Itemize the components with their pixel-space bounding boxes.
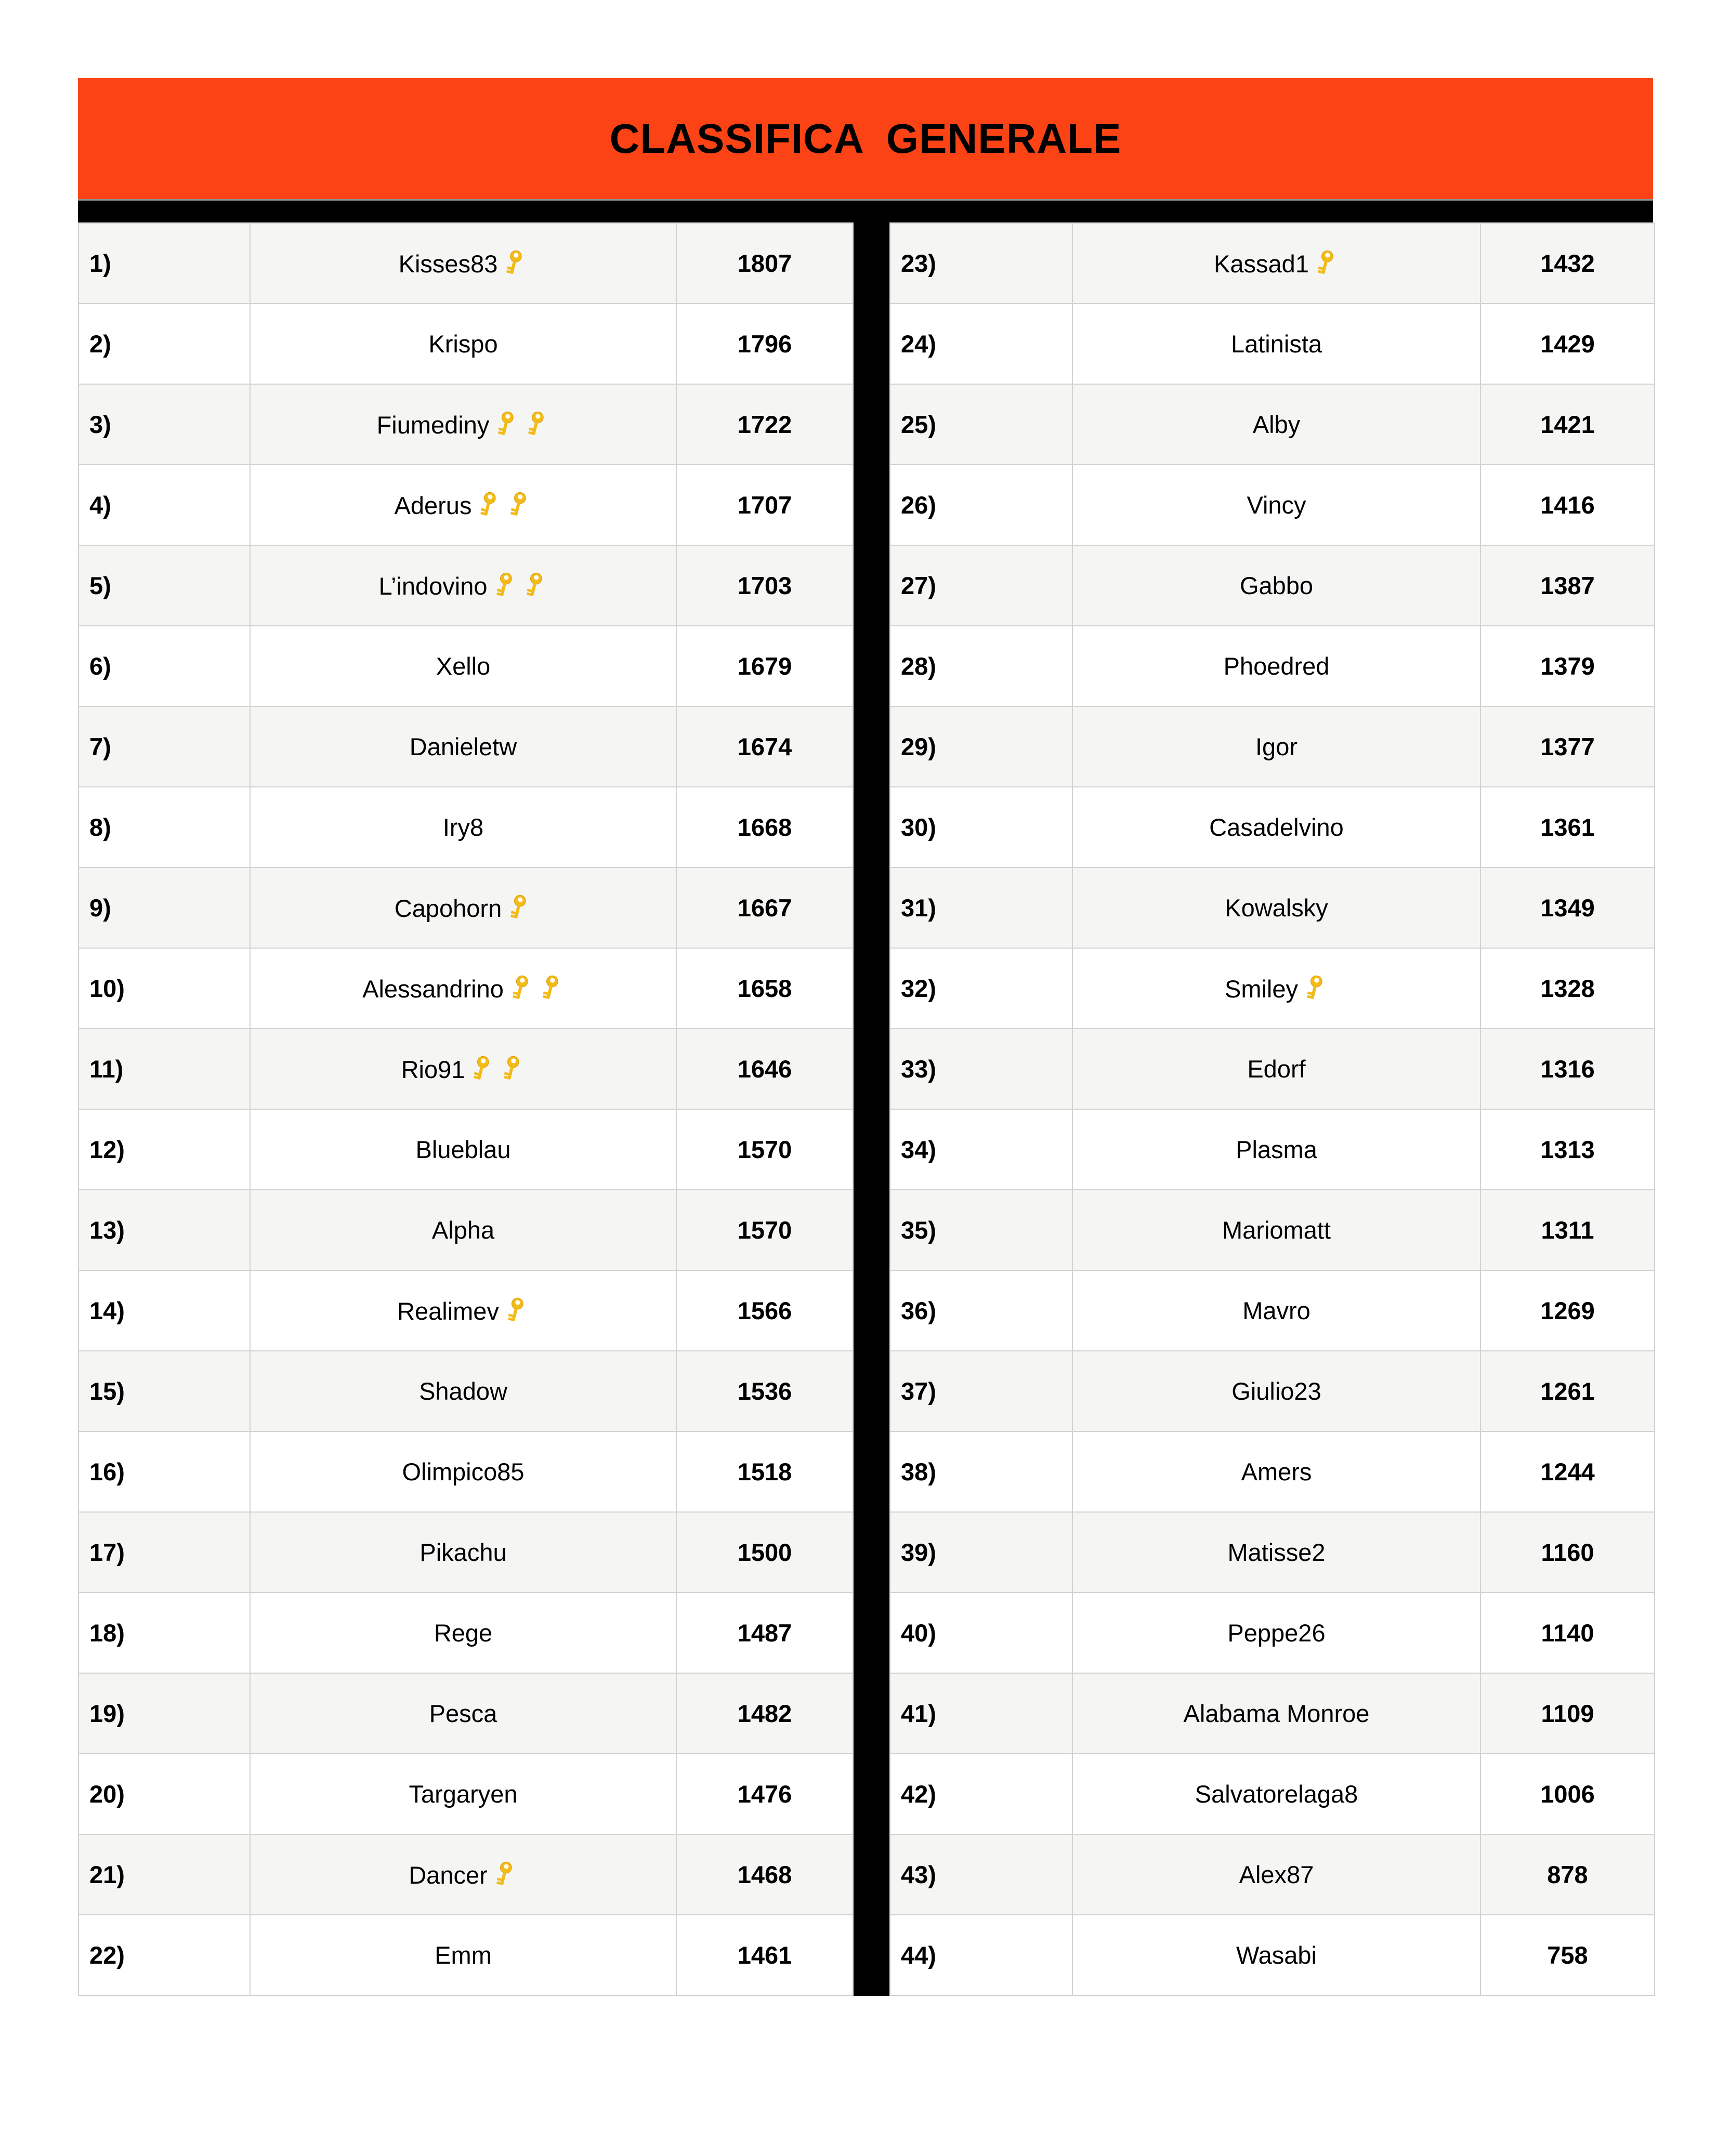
player-name: Phoedred: [1223, 652, 1330, 680]
key-icon: [490, 1860, 518, 1888]
key-icon: [520, 571, 548, 599]
key-icon: [504, 893, 532, 922]
score-cell: 1461: [676, 1915, 853, 1995]
name-cell: [1072, 304, 1480, 384]
score-cell: 1679: [676, 626, 853, 706]
score-cell: 1796: [676, 304, 853, 384]
table-row: [78, 384, 853, 465]
player-name: Kowalsky: [1225, 894, 1328, 922]
rank-cell: 5): [78, 545, 250, 626]
name-cell: [250, 626, 676, 706]
name-cell: [1072, 1915, 1480, 1995]
name-cell: [250, 1754, 676, 1834]
name-cell: [1072, 867, 1480, 948]
score-cell: 1349: [1480, 867, 1655, 948]
table-row: [890, 1673, 1655, 1754]
rank-cell: 40): [890, 1593, 1072, 1673]
key-icon: [467, 1055, 495, 1083]
name-cell: [1072, 1593, 1480, 1673]
key-icon: [506, 974, 534, 1002]
rank-cell: 18): [78, 1593, 250, 1673]
score-cell: 1518: [676, 1431, 853, 1512]
rank-cell: 42): [890, 1754, 1072, 1834]
table-row: [890, 1512, 1655, 1593]
score-cell: 1140: [1480, 1593, 1655, 1673]
rank-cell: 11): [78, 1029, 250, 1109]
key-icon: [504, 491, 532, 519]
player-name: Danieletw: [409, 733, 517, 760]
table-row: [78, 1915, 853, 1995]
player-name: Salvatorelaga8: [1195, 1780, 1358, 1808]
table-row: [890, 1754, 1655, 1834]
name-cell: [250, 1351, 676, 1431]
table-row: [78, 1109, 853, 1190]
table-row: [890, 1029, 1655, 1109]
rank-cell: 3): [78, 384, 250, 465]
table-row: [78, 1754, 853, 1834]
name-cell: [1072, 787, 1480, 867]
rank-cell: 41): [890, 1673, 1072, 1754]
table-row: [890, 1190, 1655, 1270]
key-icon: [1300, 974, 1328, 1002]
rank-cell: 43): [890, 1834, 1072, 1915]
table-row: [78, 304, 853, 384]
table-row: [78, 867, 853, 948]
key-icon: [474, 491, 502, 519]
rank-cell: 22): [78, 1915, 250, 1995]
table-row: [890, 465, 1655, 545]
name-cell: [1072, 465, 1480, 545]
player-name: Alessandrino: [362, 975, 504, 1003]
name-cell: [250, 867, 676, 948]
player-name: Latinista: [1230, 330, 1322, 358]
rank-cell: 26): [890, 465, 1072, 545]
rank-cell: 28): [890, 626, 1072, 706]
rank-cell: 29): [890, 706, 1072, 787]
rank-cell: 20): [78, 1754, 250, 1834]
player-name: Rio91: [401, 1055, 465, 1083]
table-row: [890, 1109, 1655, 1190]
rank-cell: 19): [78, 1673, 250, 1754]
player-name: Kisses83: [398, 249, 498, 278]
player-name: Realimev: [397, 1297, 499, 1325]
player-name: Targaryen: [409, 1780, 518, 1808]
score-cell: 1316: [1480, 1029, 1655, 1109]
table-row: [78, 626, 853, 706]
key-icon: [536, 974, 564, 1002]
player-name: Casadelvino: [1209, 813, 1344, 841]
player-name: L’indovino: [378, 572, 488, 600]
score-cell: 1311: [1480, 1190, 1655, 1270]
score-cell: 1432: [1480, 223, 1655, 304]
score-cell: 758: [1480, 1915, 1655, 1995]
name-cell: [250, 1109, 676, 1190]
rank-cell: 36): [890, 1270, 1072, 1351]
rank-cell: 9): [78, 867, 250, 948]
rank-cell: 13): [78, 1190, 250, 1270]
score-cell: 1807: [676, 223, 853, 304]
name-cell: [1072, 384, 1480, 465]
name-cell: [250, 1834, 676, 1915]
header-band: [78, 78, 1653, 201]
name-cell: [250, 1029, 676, 1109]
name-cell: [250, 1190, 676, 1270]
name-cell: [250, 706, 676, 787]
name-cell: [1072, 1109, 1480, 1190]
rank-cell: 23): [890, 223, 1072, 304]
name-cell: [250, 223, 676, 304]
name-cell: [250, 787, 676, 867]
player-name: Emm: [435, 1941, 492, 1969]
table-row: [890, 1915, 1655, 1995]
name-cell: [250, 304, 676, 384]
score-cell: 1566: [676, 1270, 853, 1351]
name-cell: [1072, 1834, 1480, 1915]
key-icon: [501, 1296, 529, 1324]
key-icon: [491, 410, 519, 438]
rank-cell: 8): [78, 787, 250, 867]
table-row: [890, 384, 1655, 465]
score-cell: 1379: [1480, 626, 1655, 706]
player-name: Alex87: [1239, 1861, 1314, 1888]
name-cell: [1072, 626, 1480, 706]
player-name: Mavro: [1242, 1297, 1310, 1324]
name-cell: [250, 948, 676, 1029]
key-icon: [521, 410, 549, 438]
name-cell: [1072, 1673, 1480, 1754]
player-name: Gabbo: [1239, 572, 1314, 599]
table-row: [890, 304, 1655, 384]
name-cell: [250, 1915, 676, 1995]
score-cell: 1468: [676, 1834, 853, 1915]
score-cell: 1313: [1480, 1109, 1655, 1190]
score-cell: 1646: [676, 1029, 853, 1109]
table-row: [78, 787, 853, 867]
page: [0, 78, 1730, 2156]
rank-cell: 12): [78, 1109, 250, 1190]
table-row: [890, 948, 1655, 1029]
score-cell: 1703: [676, 545, 853, 626]
table-row: [78, 948, 853, 1029]
rank-cell: 10): [78, 948, 250, 1029]
score-cell: 1160: [1480, 1512, 1655, 1593]
player-name: Wasabi: [1236, 1941, 1317, 1969]
player-name: Shadow: [419, 1377, 507, 1405]
table-row: [890, 867, 1655, 948]
player-name: Edorf: [1247, 1055, 1306, 1083]
player-name: Alby: [1252, 411, 1301, 438]
table-row: [78, 223, 853, 304]
player-name: Plasma: [1236, 1136, 1317, 1163]
table-row: [890, 1834, 1655, 1915]
rank-cell: 21): [78, 1834, 250, 1915]
score-cell: 1429: [1480, 304, 1655, 384]
player-name: Vincy: [1247, 491, 1306, 519]
score-cell: 1387: [1480, 545, 1655, 626]
player-name: Mariomatt: [1222, 1216, 1331, 1244]
table-row: [890, 545, 1655, 626]
name-cell: [250, 1270, 676, 1351]
table-row: [78, 465, 853, 545]
table-row: [890, 1431, 1655, 1512]
score-cell: 878: [1480, 1834, 1655, 1915]
score-cell: 1667: [676, 867, 853, 948]
rank-cell: 1): [78, 223, 250, 304]
table-row: [890, 1351, 1655, 1431]
name-cell: [250, 465, 676, 545]
table-row: [78, 1190, 853, 1270]
table-row: [78, 1593, 853, 1673]
rank-cell: 31): [890, 867, 1072, 948]
rank-cell: 38): [890, 1431, 1072, 1512]
score-cell: 1269: [1480, 1270, 1655, 1351]
score-cell: 1244: [1480, 1431, 1655, 1512]
score-cell: 1668: [676, 787, 853, 867]
player-name: Alabama Monroe: [1183, 1700, 1370, 1727]
player-name: Krispo: [428, 330, 498, 358]
rank-cell: 44): [890, 1915, 1072, 1995]
score-cell: 1006: [1480, 1754, 1655, 1834]
score-cell: 1570: [676, 1190, 853, 1270]
leaderboard-left-table: [78, 222, 854, 1996]
rank-cell: 4): [78, 465, 250, 545]
rank-cell: 25): [890, 384, 1072, 465]
rank-cell: 35): [890, 1190, 1072, 1270]
name-cell: [1072, 1512, 1480, 1593]
name-cell: [1072, 1351, 1480, 1431]
table-row: [78, 1834, 853, 1915]
table-row: [78, 1351, 853, 1431]
score-cell: 1261: [1480, 1351, 1655, 1431]
key-icon: [497, 1055, 525, 1083]
score-cell: 1416: [1480, 465, 1655, 545]
name-cell: [1072, 223, 1480, 304]
table-row: [890, 787, 1655, 867]
score-cell: 1570: [676, 1109, 853, 1190]
rank-cell: 15): [78, 1351, 250, 1431]
player-name: Peppe26: [1227, 1619, 1326, 1647]
table-row: [78, 1029, 853, 1109]
score-cell: 1658: [676, 948, 853, 1029]
score-cell: 1328: [1480, 948, 1655, 1029]
score-cell: 1536: [676, 1351, 853, 1431]
name-cell: [250, 1431, 676, 1512]
player-name: Amers: [1241, 1458, 1312, 1485]
leaderboard-right-table: [889, 222, 1655, 1996]
player-name: Smiley: [1224, 975, 1299, 1003]
name-cell: [1072, 1190, 1480, 1270]
name-cell: [250, 1593, 676, 1673]
table-row: [78, 545, 853, 626]
table-row: [78, 1270, 853, 1351]
name-cell: [250, 1673, 676, 1754]
rank-cell: 24): [890, 304, 1072, 384]
rank-cell: 37): [890, 1351, 1072, 1431]
player-name: Aderus: [394, 491, 472, 519]
rank-cell: 39): [890, 1512, 1072, 1593]
key-icon: [490, 571, 518, 599]
rank-cell: 17): [78, 1512, 250, 1593]
table-row: [78, 1431, 853, 1512]
score-cell: 1674: [676, 706, 853, 787]
name-cell: [1072, 706, 1480, 787]
player-name: Olimpico85: [402, 1458, 525, 1485]
player-name: Pikachu: [420, 1539, 507, 1566]
name-cell: [250, 545, 676, 626]
table-row: [890, 626, 1655, 706]
player-name: Fiumediny: [376, 411, 490, 439]
player-name: Blueblau: [415, 1136, 511, 1163]
score-cell: 1707: [676, 465, 853, 545]
player-name: Xello: [436, 652, 491, 680]
key-icon: [500, 249, 528, 277]
name-cell: [250, 384, 676, 465]
rank-cell: 2): [78, 304, 250, 384]
player-name: Kassad1: [1214, 249, 1309, 278]
column-divider: [854, 222, 889, 1996]
rank-cell: 33): [890, 1029, 1072, 1109]
table-row: [890, 223, 1655, 304]
table-row: [78, 1512, 853, 1593]
score-cell: 1482: [676, 1673, 853, 1754]
page-title: CLASSIFICA GENERALE: [609, 115, 1122, 162]
score-cell: 1377: [1480, 706, 1655, 787]
name-cell: [1072, 1029, 1480, 1109]
player-name: Dancer: [409, 1861, 488, 1889]
table-row: [78, 1673, 853, 1754]
player-name: Matisse2: [1227, 1539, 1326, 1566]
name-cell: [1072, 1431, 1480, 1512]
score-cell: 1421: [1480, 384, 1655, 465]
score-cell: 1109: [1480, 1673, 1655, 1754]
leaderboard: [78, 222, 1653, 1996]
name-cell: [1072, 1270, 1480, 1351]
rank-cell: 32): [890, 948, 1072, 1029]
score-cell: 1487: [676, 1593, 853, 1673]
rank-cell: 6): [78, 626, 250, 706]
score-cell: 1500: [676, 1512, 853, 1593]
name-cell: [250, 1512, 676, 1593]
player-name: Pesca: [429, 1700, 497, 1727]
header-black-bar: [78, 201, 1653, 222]
rank-cell: 16): [78, 1431, 250, 1512]
table-row: [890, 1593, 1655, 1673]
rank-cell: 27): [890, 545, 1072, 626]
player-name: Rege: [434, 1619, 493, 1647]
player-name: Capohorn: [394, 894, 502, 922]
key-icon: [1311, 249, 1339, 277]
name-cell: [1072, 948, 1480, 1029]
name-cell: [1072, 1754, 1480, 1834]
rank-cell: 30): [890, 787, 1072, 867]
player-name: Iry8: [442, 813, 484, 841]
name-cell: [1072, 545, 1480, 626]
rank-cell: 34): [890, 1109, 1072, 1190]
score-cell: 1361: [1480, 787, 1655, 867]
score-cell: 1722: [676, 384, 853, 465]
table-row: [890, 1270, 1655, 1351]
score-cell: 1476: [676, 1754, 853, 1834]
table-row: [890, 706, 1655, 787]
table-row: [78, 706, 853, 787]
player-name: Igor: [1255, 733, 1298, 760]
rank-cell: 14): [78, 1270, 250, 1351]
rank-cell: 7): [78, 706, 250, 787]
player-name: Alpha: [431, 1216, 495, 1244]
player-name: Giulio23: [1231, 1377, 1321, 1405]
